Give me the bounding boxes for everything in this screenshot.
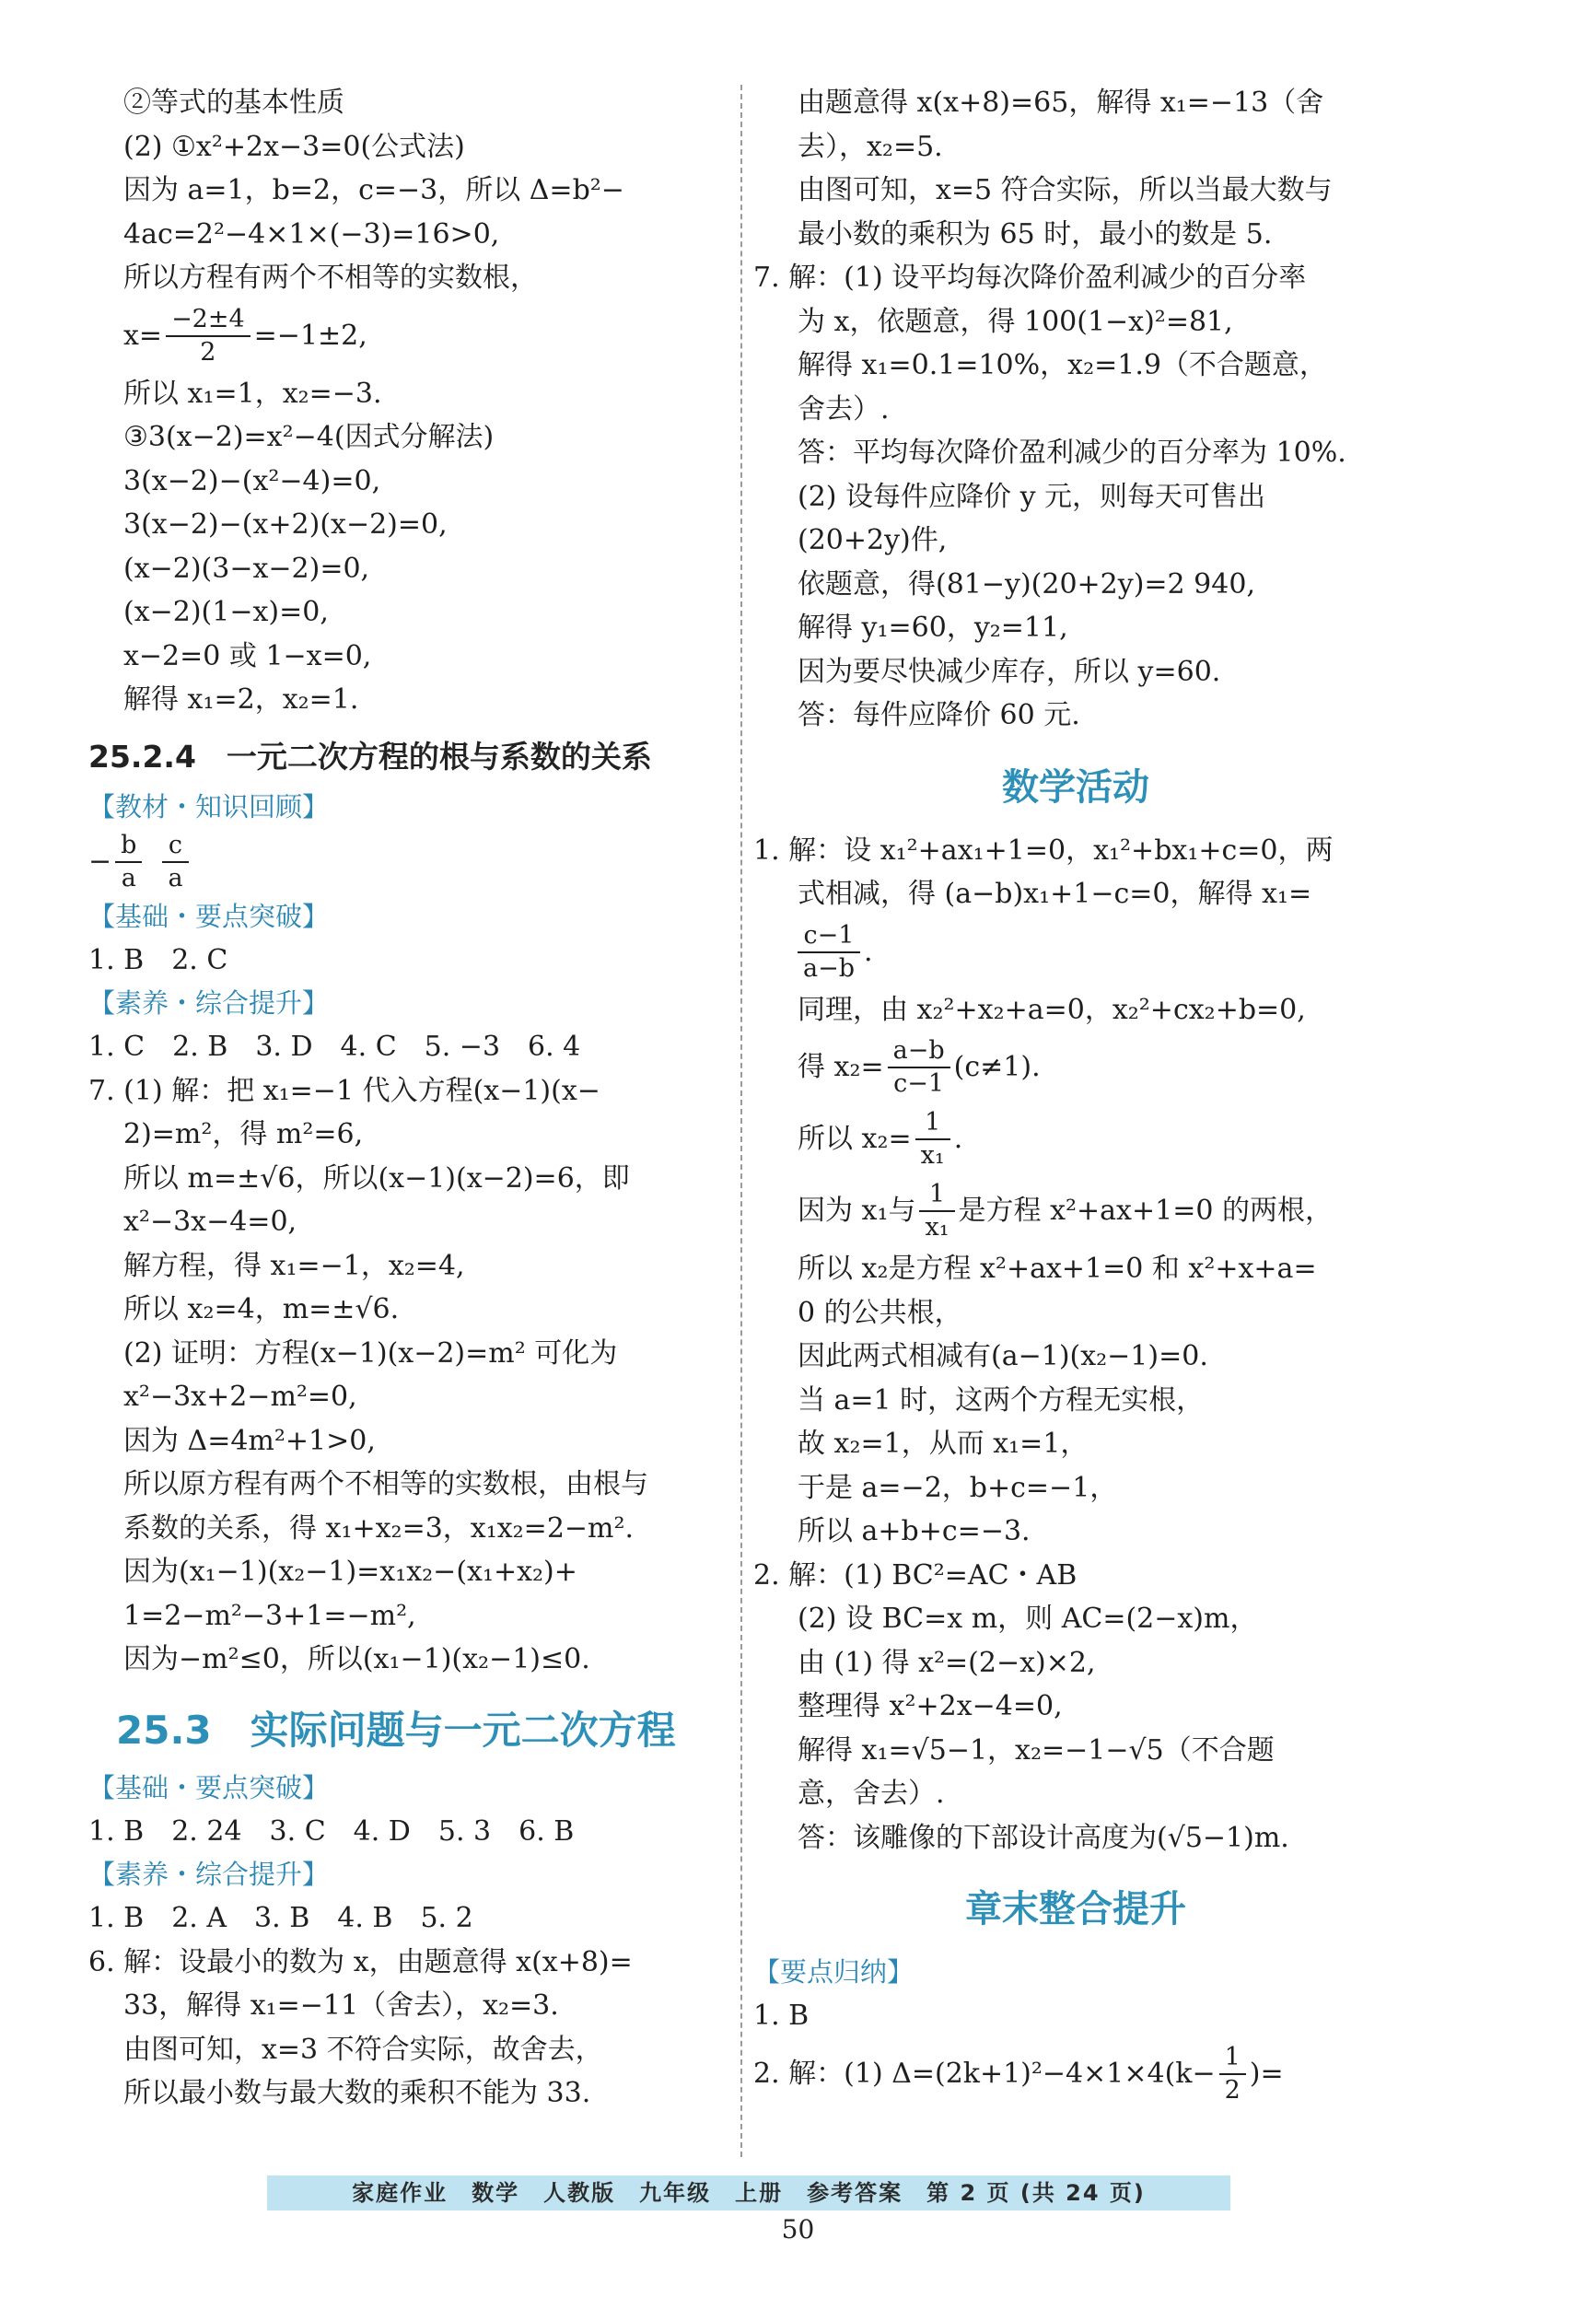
fraction: [915, 1107, 950, 1172]
text-line: 因为 a=1，b=2，c=−3，所以 Δ=b²−: [123, 174, 624, 206]
text-line: 1=2−m²−3+1=−m²,: [123, 1599, 416, 1632]
text-line: 故 x₂=1，从而 x₁=1，: [798, 1428, 1089, 1460]
text-line: 答：该雕像的下部设计高度为(√5−1)m.: [798, 1821, 1289, 1854]
fraction-denominator: c−1: [893, 1069, 945, 1098]
fraction: [1219, 2042, 1246, 2106]
text-line: 为 x，依题意，得 100(1−x)²=81,: [798, 305, 1233, 338]
text-line: 7. 解：(1) 设平均每次降价盈利减少的百分率: [753, 262, 1307, 294]
fraction-pre: 因为 x₁与: [798, 1195, 916, 1228]
text-line: 1. 解：设 x₁²+ax₁+1=0，x₁²+bx₁+c=0，两: [753, 834, 1334, 867]
fraction-denominator: x₁: [925, 1213, 949, 1242]
tag-review: 【教材・知识回顾】: [88, 790, 330, 822]
text-line: (2) 设每件应降价 y 元，则每天可售出: [798, 480, 1266, 513]
fraction-post: =−1±2,: [253, 319, 367, 352]
fraction-denominator: a: [121, 863, 136, 892]
fraction-line: [753, 916, 1398, 988]
fraction: [888, 1035, 950, 1100]
text-line: 整理得 x²+2x−4=0,: [798, 1690, 1063, 1722]
right-p1: [753, 81, 1398, 738]
fraction-denominator: a: [168, 863, 183, 892]
text-line: 所以方程有两个不相等的实数根，: [123, 262, 538, 294]
text-line: 所以 a+b+c=−3.: [798, 1515, 1031, 1547]
text-line: 由图可知，x=5 符合实际，所以当最大数与: [798, 174, 1333, 206]
text-line: 去），x₂=5.: [798, 130, 943, 163]
heading-math-activity: 数学活动: [1002, 765, 1149, 809]
text-line: 解得 x₁=0.1=10%，x₂=1.9（不合题意，: [798, 349, 1327, 381]
text-line: (2) 证明：方程(x−1)(x−2)=m² 可化为: [123, 1336, 618, 1370]
fraction-pre: 得 x₂=: [798, 1051, 884, 1084]
right-p4: [753, 1247, 1398, 1860]
text-line: 所以最小数与最大数的乘积不能为 33.: [123, 2077, 591, 2109]
section-title-25-2-4: 25.2.4 一元二次方程的根与系数的关系: [88, 738, 652, 775]
basic2-answers: 1. B 2. 24 3. C 4. D 5. 3 6. B: [88, 1814, 575, 1848]
text-line: 3(x−2)−(x²−4)=0,: [123, 464, 381, 497]
text-line: 解得 x₁=√5−1，x₂=−1−√5（不合题: [798, 1733, 1275, 1767]
text-line: 由图可知，x=3 不符合实际，故舍去，: [123, 2033, 603, 2066]
left-p3: [88, 1069, 733, 1682]
text-line: (x−2)(3−x−2)=0,: [123, 552, 370, 585]
text-line: 因此两式相减有(a−1)(x₂−1)=0.: [798, 1340, 1208, 1372]
text-line: 33，解得 x₁=−11（舍去），x₂=3.: [123, 1989, 559, 2022]
fraction-pre: 所以 x₂=: [798, 1123, 912, 1156]
text-line: 解得 y₁=60，y₂=11,: [798, 612, 1068, 644]
text-line: 因为 Δ=4m²+1>0,: [123, 1424, 376, 1457]
text-line: ③3(x−2)=x²−4(因式分解法): [123, 421, 495, 453]
text-line: x²−3x−4=0,: [123, 1206, 297, 1238]
text-line: 所以 x₁=1，x₂=−3.: [123, 377, 382, 410]
improve-answers: 1. C 2. B 3. D 4. C 5. −3 6. 4: [88, 1031, 581, 1063]
left-p1: [88, 81, 733, 300]
text-line: 最小数的乘积为 65 时，最小的数是 5.: [798, 217, 1273, 251]
text-line: 所以 x₂=4，m=±√6.: [123, 1293, 400, 1325]
column-divider: [740, 85, 742, 2157]
text-line: 7. (1) 解：把 x₁=−1 代入方程(x−1)(x−: [88, 1074, 600, 1107]
heading-chapter-review: 章末整合提升: [965, 1888, 1186, 1930]
summary-answer: 1. B: [753, 2000, 810, 2032]
fraction-pre: 2. 解：(1) Δ=(2k+1)²−4×1×4(k−: [753, 2057, 1216, 2090]
fraction-denominator: x₁: [920, 1141, 945, 1170]
fraction-line: [753, 1175, 1398, 1247]
text-line: 于是 a=−2，b+c=−1，: [798, 1471, 1118, 1504]
fraction-line: [88, 300, 733, 372]
text-line: 答：每件应降价 60 元.: [798, 699, 1080, 731]
text-line: 3(x−2)−(x+2)(x−2)=0,: [123, 508, 448, 541]
text-line: (2) ①x²+2x−3=0(公式法): [123, 130, 465, 163]
fraction: [919, 1179, 954, 1243]
fraction-post: .: [864, 935, 873, 968]
text-line: 0 的公共根，: [798, 1296, 962, 1329]
fraction-b-over-a: [115, 830, 142, 894]
text-line: 式相减，得 (a−b)x₁+1−c=0，解得 x₁=: [798, 878, 1312, 910]
text-line: 6. 解：设最小的数为 x，由题意得 x(x+8)=: [88, 1945, 633, 1978]
improve2-answers: 1. B 2. A 3. B 4. B 5. 2: [88, 1902, 473, 1934]
text-line: 依题意，得(81−y)(20+2y)=2 940,: [798, 567, 1255, 601]
tag-improve: 【素养・综合提升】: [88, 987, 330, 1019]
text-line: ②等式的基本性质: [123, 87, 344, 119]
left-p4: [88, 1941, 733, 2116]
text-line: x−2=0 或 1−x=0,: [123, 639, 372, 672]
text-line: (2) 设 BC=x m，则 AC=(2−x)m，: [798, 1603, 1258, 1635]
fraction-pre: x=: [123, 319, 163, 352]
text-line: 由题意得 x(x+8)=65，解得 x₁=−13（舍: [798, 87, 1324, 119]
basic-answers: 1. B 2. C: [88, 943, 228, 976]
text-line: (20+2y)件,: [798, 524, 948, 556]
fraction-numerator: c: [162, 830, 188, 863]
right-p2: [753, 829, 1398, 916]
text-line: 所以 x₂是方程 x²+ax+1=0 和 x²+x+a=: [798, 1253, 1317, 1285]
tag-improve-2: 【素养・综合提升】: [88, 1859, 330, 1890]
left-p2: [88, 372, 733, 722]
tag-basic-2: 【基础・要点突破】: [88, 1771, 330, 1803]
tag-summary: 【要点归纳】: [753, 1956, 914, 1988]
tag-basic: 【基础・要点突破】: [88, 900, 330, 932]
text-line: 因为−m²≤0，所以(x₁−1)(x₂−1)≤0.: [123, 1643, 590, 1675]
text-line: (x−2)(1−x)=0,: [123, 596, 329, 628]
fraction-post: .: [953, 1123, 963, 1156]
text-line: 系数的关系，得 x₁+x₂=3，x₁x₂=2−m².: [123, 1511, 635, 1545]
fraction-numerator: −2±4: [166, 304, 250, 337]
minus-sign: −: [88, 845, 112, 878]
review-fractions: [88, 829, 733, 895]
footer-bar: 家庭作业 数学 人教版 九年级 上册 参考答案 第 2 页 (共 24 页): [267, 2175, 1230, 2210]
fraction-post: )=: [1249, 2057, 1284, 2090]
fraction-numerator: c−1: [798, 920, 860, 953]
fraction-numerator: 1: [1219, 2042, 1246, 2075]
fraction-denominator: a−b: [803, 953, 856, 983]
text-line: 因为要尽快减少库存，所以 y=60.: [798, 655, 1221, 688]
text-line: 同理，由 x₂²+x₂+a=0，x₂²+cx₂+b=0,: [798, 993, 1306, 1026]
left-column: [88, 81, 733, 2116]
text-line: 解得 x₁=2，x₂=1.: [123, 683, 359, 716]
fraction-post: 是方程 x²+ax+1=0 的两根，: [958, 1195, 1333, 1228]
fraction-c-over-a: [162, 830, 188, 894]
text-line: 2)=m²，得 m²=6,: [123, 1118, 364, 1150]
text-line: 2. 解：(1) BC²=AC・AB: [753, 1558, 1078, 1592]
fraction-denominator: 2: [1224, 2075, 1241, 2105]
fraction: [798, 920, 860, 985]
fraction: [166, 304, 250, 368]
text-line: x²−3x+2−m²=0,: [123, 1381, 357, 1413]
fraction-post: (c≠1).: [953, 1051, 1041, 1084]
text-line: 解方程，得 x₁=−1，x₂=4,: [123, 1249, 465, 1282]
text-line: 意，舍去）.: [798, 1778, 945, 1810]
fraction-numerator: b: [115, 830, 142, 863]
page-number: 50: [781, 2214, 815, 2245]
fraction-line: [753, 1103, 1398, 1175]
text-line: 所以 m=±√6，所以(x−1)(x−2)=6，即: [123, 1161, 630, 1195]
text-line: 因为(x₁−1)(x₂−1)=x₁x₂−(x₁+x₂)+: [123, 1556, 577, 1588]
heading-25-3: 25.3 实际问题与一元二次方程: [116, 1707, 676, 1753]
fraction-numerator: 1: [919, 1179, 954, 1212]
text-line: 答：平均每次降价盈利减少的百分率为 10%.: [798, 437, 1346, 469]
text-line: 舍去）.: [798, 392, 890, 426]
text-line: 当 a=1 时，这两个方程无实根，: [798, 1383, 1205, 1417]
text-line: 所以原方程有两个不相等的实数根，由根与: [123, 1468, 648, 1500]
fraction-line: [753, 2038, 1398, 2110]
right-column: [753, 81, 1398, 2110]
fraction-numerator: a−b: [888, 1035, 950, 1068]
text-line: 由 (1) 得 x²=(2−x)×2,: [798, 1646, 1096, 1679]
fraction-line: [753, 1032, 1398, 1103]
text-line: 4ac=2²−4×1×(−3)=16>0,: [123, 217, 500, 251]
fraction-numerator: 1: [915, 1107, 950, 1140]
fraction-denominator: 2: [200, 337, 216, 367]
